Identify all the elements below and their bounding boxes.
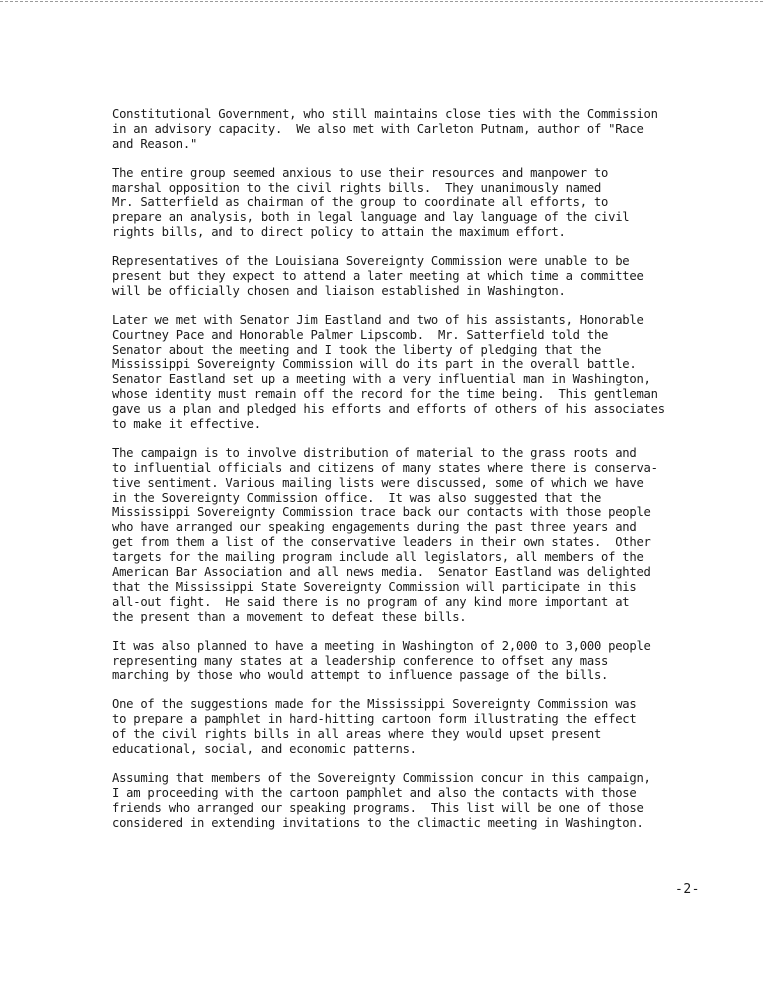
text-line: Representatives of the Louisiana Sovereignty Commission were unable to be xyxy=(112,254,630,269)
text-line: in an advisory capacity. We also met with Carleton Putnam, author of "Race xyxy=(112,121,644,136)
text-line: present but they expect to attend a later meeting at which time a committee xyxy=(112,269,644,284)
paragraph xyxy=(112,639,712,684)
text-line: Mississippi Sovereignty Commission trace back our contacts with those people xyxy=(112,505,651,520)
text-line: tive sentiment. Various mailing lists were discussed, some of which we have xyxy=(112,475,644,490)
text-line: Senator about the meeting and I took the liberty of pledging that the xyxy=(112,342,602,357)
text-line: Courtney Pace and Honorable Palmer Lipscomb. Mr. Satterfield told the xyxy=(112,327,609,342)
text-line: of the civil rights bills in all areas where they would upset present xyxy=(112,727,602,742)
text-line: all-out fight. He said there is no program of any kind more important at xyxy=(112,594,630,609)
text-line: whose identity must remain off the record for the time being. This gentleman xyxy=(112,387,658,402)
text-line: targets for the mailing program include all legislators, all members of the xyxy=(112,550,644,565)
text-line: Later we met with Senator Jim Eastland and two of his assistants, Honorable xyxy=(112,312,644,327)
text-line: Constitutional Government, who still maintains close ties with the Commission xyxy=(112,107,658,121)
paragraph xyxy=(112,446,712,625)
text-line: that the Mississippi State Sovereignty Commission will participate in this xyxy=(112,579,637,594)
text-line: gave us a plan and pledged his efforts and efforts of others of his associates xyxy=(112,402,665,417)
text-line: who have arranged our speaking engagements during the past three years and xyxy=(112,520,637,535)
paragraph xyxy=(112,313,712,432)
text-line: to influential officials and citizens of many states where there is conserva- xyxy=(112,460,658,475)
text-line: marshal opposition to the civil rights bills. They unanimously named xyxy=(112,180,602,195)
text-line: Assuming that members of the Sovereignty Commission concur in this campaign, xyxy=(112,770,651,785)
text-line: I am proceeding with the cartoon pamphlet and also the contacts with those xyxy=(112,785,637,800)
text-line: will be officially chosen and liaison established in Washington. xyxy=(112,283,566,298)
document-body xyxy=(112,107,712,844)
text-line: considered in extending invitations to the climactic meeting in Washington. xyxy=(112,815,644,830)
text-line: educational, social, and economic patterns. xyxy=(112,741,417,756)
paragraph xyxy=(112,697,712,757)
text-line: to make it effective. xyxy=(112,417,261,432)
text-line: in the Sovereignty Commission office. It was also suggested that the xyxy=(112,490,602,505)
text-line: and Reason." xyxy=(112,136,198,151)
text-line: It was also planned to have a meeting in Washington of 2,000 to 3,000 people xyxy=(112,638,651,653)
text-line: the present than a movement to defeat these bills. xyxy=(112,609,467,624)
text-line: Senator Eastland set up a meeting with a very influential man in Washington, xyxy=(112,372,651,387)
text-line: friends who arranged our speaking programs. This list will be one of those xyxy=(112,800,644,815)
text-line: The campaign is to involve distribution of material to the grass roots and xyxy=(112,445,637,460)
text-line: get from them a list of the conservative leaders in their own states. Other xyxy=(112,535,651,550)
text-line: to prepare a pamphlet in hard-hitting cartoon form illustrating the effect xyxy=(112,712,637,727)
text-line: rights bills, and to direct policy to attain the maximum effort. xyxy=(112,225,566,240)
paragraph xyxy=(112,107,712,152)
text-line: American Bar Association and all news media. Senator Eastland was delighted xyxy=(112,565,651,580)
text-line: The entire group seemed anxious to use their resources and manpower to xyxy=(112,165,609,180)
paragraph xyxy=(112,166,712,240)
text-line: marching by those who would attempt to influence passage of the bills. xyxy=(112,668,609,683)
text-line: One of the suggestions made for the Mississippi Sovereignty Commission was xyxy=(112,697,637,712)
text-line: representing many states at a leadership conference to offset any mass xyxy=(112,653,609,668)
paragraph xyxy=(112,254,712,299)
text-line: Mr. Satterfield as chairman of the group to coordinate all efforts, to xyxy=(112,195,609,210)
paragraph xyxy=(112,771,712,831)
text-line: Mississippi Sovereignty Commission will do its part in the overall battle. xyxy=(112,357,637,372)
page-number: -2- xyxy=(675,882,700,897)
page-top-edge-rule xyxy=(0,1,763,2)
text-line: prepare an analysis, both in legal language and lay language of the civil xyxy=(112,210,630,225)
